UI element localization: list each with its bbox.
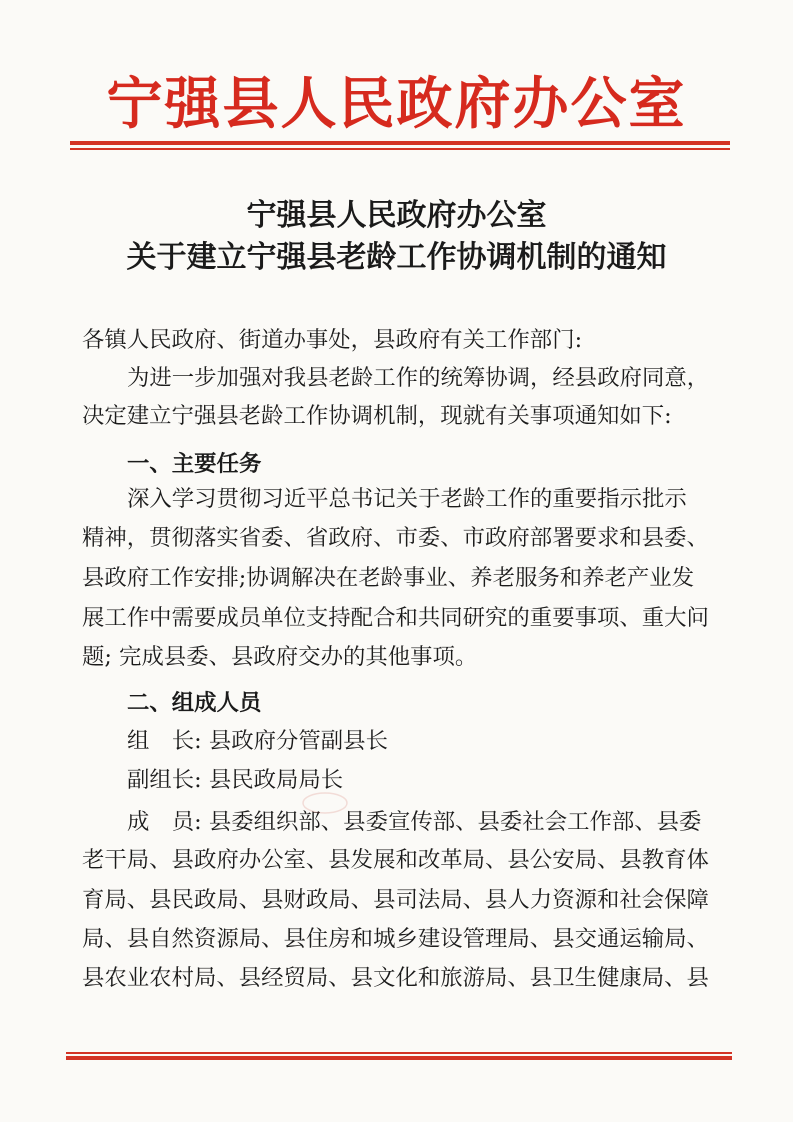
letterhead-title: 宁强县人民政府办公室: [106, 71, 687, 137]
section1-heading: 一、主要任务: [127, 451, 262, 477]
document-title-line2: 关于建立宁强县老龄工作协调机制的通知: [126, 240, 667, 275]
document-title-line1: 宁强县人民政府办公室: [246, 198, 547, 233]
section2-heading: 二、组成人员: [127, 690, 262, 716]
section1-line-2: 精神，贯彻落实省委、省政府、市委、市政府部署要求和县委、: [82, 525, 709, 551]
section2-members-line-5: 县农业农村局、县经贸局、县文化和旅游局、县卫生健康局、县: [82, 965, 709, 991]
letterhead-rule-thick: [70, 141, 730, 145]
footer-rule-thin: [66, 1052, 732, 1054]
section2-members-line-4: 局、县自然资源局、县住房和城乡建设管理局、县交通运输局、: [82, 926, 709, 952]
section2-deputy: 副组长: 县民政局局长: [127, 767, 344, 793]
section1-line-1: 深入学习贯彻习近平总书记关于老龄工作的重要指示批示: [127, 486, 687, 512]
faint-stamp-mark: [300, 790, 350, 816]
intro-line-2: 决定建立宁强县老龄工作协调机制，现就有关事项通知如下:: [82, 403, 672, 429]
footer-rule-thick: [66, 1056, 732, 1060]
section1-line-3: 县政府工作安排;协调解决在老龄事业、养老服务和养老产业发: [82, 565, 695, 591]
section2-leader: 组 长: 县政府分管副县长: [127, 728, 388, 754]
letterhead-rule-thin: [70, 148, 730, 150]
section2-members-line-2: 老干局、县政府办公室、县发展和改革局、县公安局、县教育体: [82, 847, 709, 873]
intro-line-1: 为进一步加强对我县老龄工作的统筹协调，经县政府同意，: [127, 365, 710, 391]
section1-line-5: 题; 完成县委、县政府交办的其他事项。: [82, 644, 478, 670]
salutation: 各镇人民政府、街道办事处，县政府有关工作部门:: [82, 327, 583, 353]
section2-members-line-1: 成 员: 县委组织部、县委宣传部、县委社会工作部、县委: [127, 809, 702, 835]
section1-line-4: 展工作中需要成员单位支持配合和共同研究的重要事项、重大问: [82, 605, 709, 631]
section2-members-line-3: 育局、县民政局、县财政局、县司法局、县人力资源和社会保障: [82, 887, 709, 913]
